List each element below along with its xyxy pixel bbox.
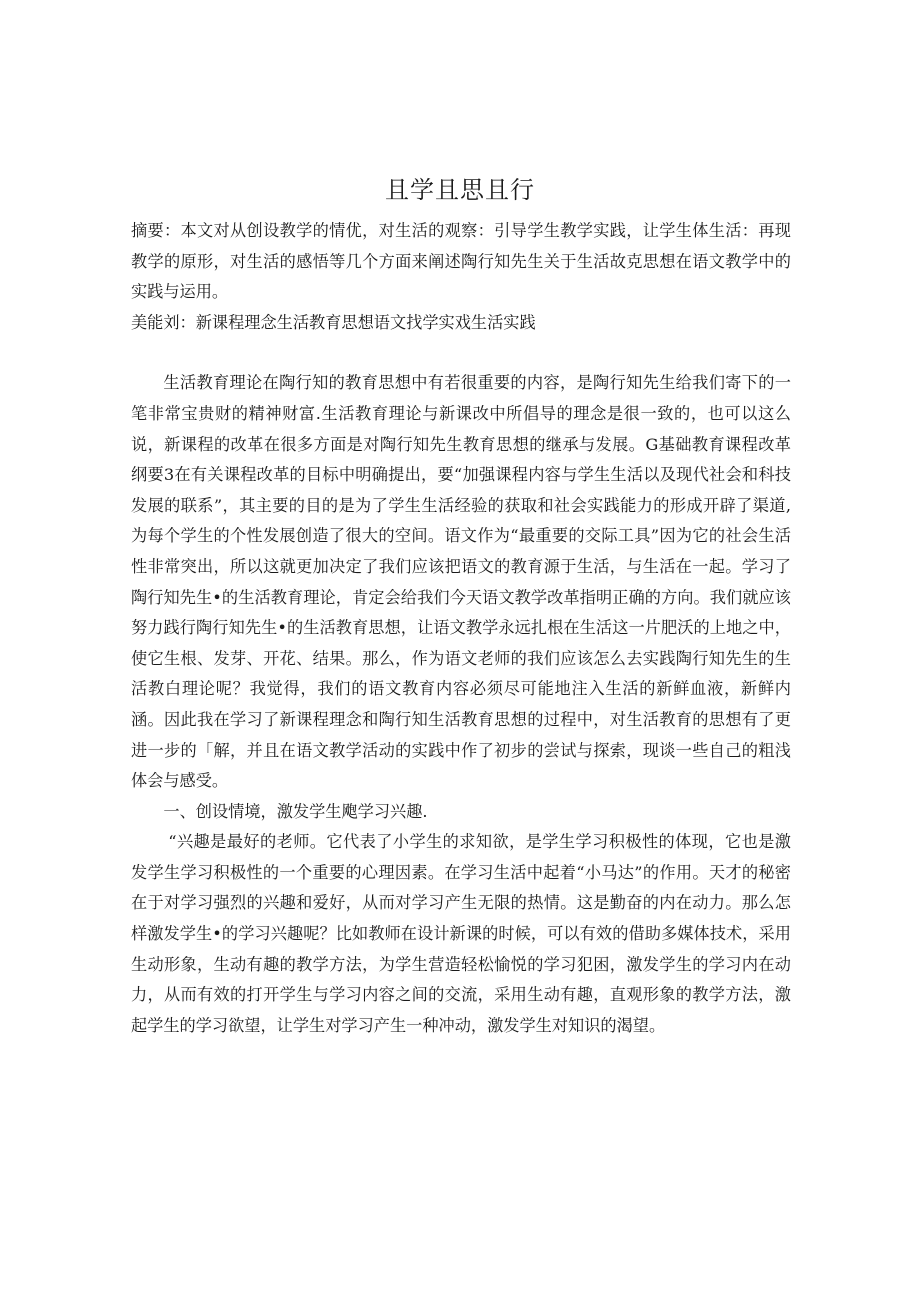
abstract-paragraph: 摘要：本文对从创设教学的情优，对生活的观察：引导学生教学实践，让学生体生活：再现教学的原形，对生活的感悟等几个方面来阐述陶行知先生关于生活故克思想在语文教学中的实践与运用。	[131, 221, 791, 302]
body-paragraph: “兴趣是最好的老师。它代表了小学生的求知欲，是学生学习积极性的体现，它也是激发学生学习积极性的一个重要的心理因素。在学习生活中起着“小马达”的作用。天才的秘密在于对学习强烈的兴趣和爱好，从而对学习产生无限的热情。这是勤奋的内在动力。那么怎样激发学生•的学习兴趣呢？比如教师在设计新课的时候，可以有效的借助多媒体技术，采用生动形象，生动有趣的教学方法，为学生营造轻松愉悦的学习犯困，激发学生的学习内在动力，从而有效的打开学生与学习内容之间的交流，采用生动有趣，直观形象的教学方法，激起学生的学习欲望，让学生对学习产生一种冲动，激发学生对知识的渴望。	[131, 832, 791, 1035]
keywords-line: 美能刘：新课程理念生活教育思想语文找学实戏生活实践	[131, 312, 536, 332]
section-heading: 一、创设情境，激发学生飑学习兴趣.	[163, 801, 428, 821]
body-paragraph: 生活教育理论在陶行知的教育思想中有若很重要的内容，是陶行知先生给我们寄下的一笔非常宝贵财的精神财富.生活教育理论与新课改中所倡导的理念是很一致的，也可以这么说，新课程的改革在很多方面是对陶行知先生教育思想的继承与发展。G基础教育课程改革纲要3在有关课程改革的目标中明确提出，要“加强课程内容与学生生活以及现代社会和科技发展的联系”，其主要的目的是为了学生生活经验的获取和社会实践能力的形成开辟了渠道,为每个学生的个性发展创造了很大的空间。语文作为“最重要的交际工具”因为它的社会生活性非常突出，所以这就更加决定了我们应该把语文的教育源于生活，与生活在一起。学习了陶行知先生•的生活教育理论，肯定会给我们今天语文教学改革指明正确的方向。我们就应该努力践行陶行知先生•的生活教育思想，让语文教学永远扎根在生活这一片肥沃的上地之中，使它生根、发芽、开花、结果。那么，作为语文老师的我们应该怎么去实践陶行知先生的生活教白理论呢？我觉得，我们的语文教育内容必须尽可能地注入生活的新鲜血液，新鲜内涵。因此我在学习了新课程理念和陶行知生活教育思想的过程中，对生活教育的思想有了更进一步的「解，并且在语文教学活动的实践中作了初步的尝试与探索，现谈一些自己的粗浅体会与感受。	[131, 373, 791, 791]
document-body	[131, 216, 791, 1041]
document-title: 且学且思且行	[385, 176, 535, 204]
